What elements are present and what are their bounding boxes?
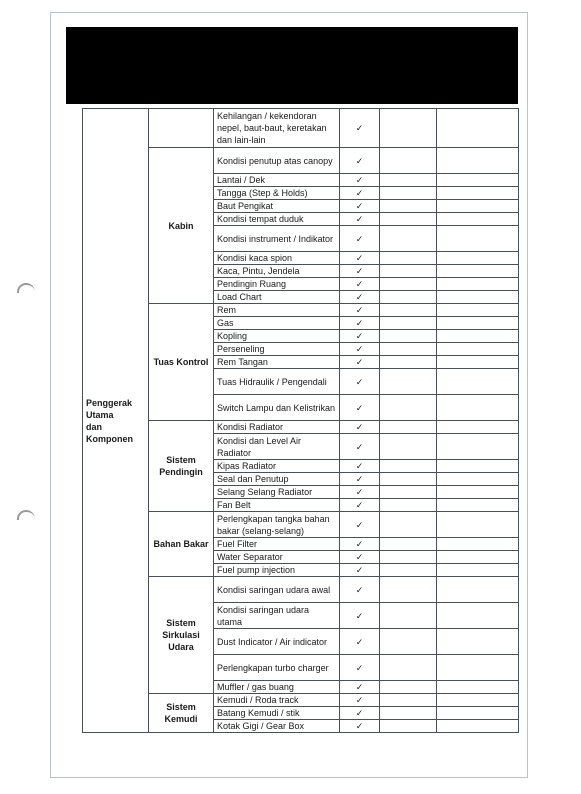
empty-cell-col6: [437, 395, 519, 421]
table-row: [83, 148, 519, 174]
empty-cell-col6: [437, 317, 519, 330]
empty-cell-col5: [380, 551, 437, 564]
empty-cell-col6: [437, 213, 519, 226]
empty-cell-col6: [437, 174, 519, 187]
checklist-item: Kaca, Pintu, Jendela: [214, 265, 340, 278]
empty-cell-col5: [380, 369, 437, 395]
table-row: [83, 577, 519, 603]
checklist-item: Fuel Filter: [214, 538, 340, 551]
empty-cell-col5: [380, 512, 437, 538]
table-row: [83, 512, 519, 538]
checklist-item: Water Separator: [214, 551, 340, 564]
empty-cell-col5: [380, 460, 437, 473]
empty-cell-col6: [437, 577, 519, 603]
empty-cell-col5: [380, 694, 437, 707]
redacted-header-block: [66, 27, 518, 104]
empty-cell-col5: [380, 330, 437, 343]
check-mark-icon: ✓: [340, 317, 380, 330]
checklist-item: Kemudi / Roda track: [214, 694, 340, 707]
checklist-item: Kondisi saringan udara awal: [214, 577, 340, 603]
check-mark-icon: ✓: [340, 460, 380, 473]
empty-cell-col5: [380, 187, 437, 200]
empty-cell-col6: [437, 629, 519, 655]
checklist-item: Kotak Gigi / Gear Box: [214, 720, 340, 733]
empty-cell-col5: [380, 486, 437, 499]
main-section-title-line: dan: [86, 421, 103, 432]
checklist-item: Tangga (Step & Holds): [214, 187, 340, 200]
group-label: [149, 109, 214, 148]
empty-cell-col5: [380, 174, 437, 187]
group-label: Tuas Kontrol: [149, 304, 214, 421]
empty-cell-col5: [380, 720, 437, 733]
punch-hole-top: [17, 283, 35, 293]
empty-cell-col5: [380, 434, 437, 460]
checklist-item: Kehilangan / kekendoran nepel, baut-baut, keretakan dan lain-lain: [214, 109, 340, 148]
empty-cell-col5: [380, 148, 437, 174]
checklist-item: Fuel pump injection: [214, 564, 340, 577]
check-mark-icon: ✓: [340, 499, 380, 512]
empty-cell-col6: [437, 330, 519, 343]
empty-cell-col6: [437, 694, 519, 707]
group-label: Sistem Sirkulasi Udara: [149, 577, 214, 694]
check-mark-icon: ✓: [340, 278, 380, 291]
check-mark-icon: ✓: [340, 291, 380, 304]
check-mark-icon: ✓: [340, 356, 380, 369]
empty-cell-col6: [437, 655, 519, 681]
checklist-item: Fan Belt: [214, 499, 340, 512]
checklist-item: Seal dan Penutup: [214, 473, 340, 486]
empty-cell-col6: [437, 265, 519, 278]
group-label: Kabin: [149, 148, 214, 304]
empty-cell-col6: [437, 538, 519, 551]
empty-cell-col5: [380, 499, 437, 512]
empty-cell-col6: [437, 278, 519, 291]
checklist-item: Kondisi penutup atas canopy: [214, 148, 340, 174]
table-row: [83, 304, 519, 317]
group-label: Sistem Kemudi: [149, 694, 214, 733]
inspection-checklist-table: [82, 108, 519, 733]
check-mark-icon: ✓: [340, 538, 380, 551]
main-section-title: [83, 109, 149, 733]
checklist-item: Batang Kemudi / stik: [214, 707, 340, 720]
check-mark-icon: ✓: [340, 174, 380, 187]
checklist-item: Kipas Radiator: [214, 460, 340, 473]
check-mark-icon: ✓: [340, 512, 380, 538]
check-mark-icon: ✓: [340, 330, 380, 343]
empty-cell-col6: [437, 473, 519, 486]
empty-cell-col6: [437, 343, 519, 356]
check-mark-icon: ✓: [340, 473, 380, 486]
main-section-title-line: Komponen: [86, 433, 133, 444]
checklist-item: Dust Indicator / Air indicator: [214, 629, 340, 655]
checklist-item: Load Chart: [214, 291, 340, 304]
check-mark-icon: ✓: [340, 707, 380, 720]
table-row: [83, 694, 519, 707]
empty-cell-col6: [437, 707, 519, 720]
checklist-item: Kopling: [214, 330, 340, 343]
empty-cell-col5: [380, 213, 437, 226]
empty-cell-col6: [437, 252, 519, 265]
table-row: [83, 109, 519, 148]
check-mark-icon: ✓: [340, 486, 380, 499]
punch-hole-bottom: [17, 510, 35, 520]
empty-cell-col5: [380, 655, 437, 681]
check-mark-icon: ✓: [340, 187, 380, 200]
empty-cell-col6: [437, 356, 519, 369]
empty-cell-col5: [380, 278, 437, 291]
empty-cell-col5: [380, 226, 437, 252]
checklist-item: Rem: [214, 304, 340, 317]
check-mark-icon: ✓: [340, 226, 380, 252]
checklist-item: Gas: [214, 317, 340, 330]
check-mark-icon: ✓: [340, 148, 380, 174]
empty-cell-col5: [380, 200, 437, 213]
empty-cell-col6: [437, 304, 519, 317]
empty-cell-col6: [437, 187, 519, 200]
empty-cell-col6: [437, 109, 519, 148]
checklist-item: Kondisi kaca spion: [214, 252, 340, 265]
empty-cell-col6: [437, 226, 519, 252]
empty-cell-col5: [380, 317, 437, 330]
empty-cell-col6: [437, 460, 519, 473]
empty-cell-col5: [380, 603, 437, 629]
empty-cell-col5: [380, 473, 437, 486]
checklist-item: Perseneling: [214, 343, 340, 356]
empty-cell-col5: [380, 538, 437, 551]
empty-cell-col6: [437, 148, 519, 174]
empty-cell-col6: [437, 603, 519, 629]
main-section-title-line: Penggerak: [86, 397, 133, 408]
check-mark-icon: ✓: [340, 265, 380, 278]
empty-cell-col5: [380, 291, 437, 304]
check-mark-icon: ✓: [340, 577, 380, 603]
check-mark-icon: ✓: [340, 551, 380, 564]
empty-cell-col5: [380, 629, 437, 655]
check-mark-icon: ✓: [340, 343, 380, 356]
empty-cell-col5: [380, 577, 437, 603]
checklist-item: Kondisi saringan udara utama: [214, 603, 340, 629]
empty-cell-col6: [437, 486, 519, 499]
checklist-item: Rem Tangan: [214, 356, 340, 369]
table-row: [83, 421, 519, 434]
checklist-item: Perlengkapan turbo charger: [214, 655, 340, 681]
empty-cell-col6: [437, 512, 519, 538]
empty-cell-col6: [437, 434, 519, 460]
empty-cell-col6: [437, 720, 519, 733]
checklist-item: Kondisi tempat duduk: [214, 213, 340, 226]
checklist-item: Kondisi instrument / Indikator: [214, 226, 340, 252]
check-mark-icon: ✓: [340, 109, 380, 148]
checklist-item: Switch Lampu dan Kelistrikan: [214, 395, 340, 421]
check-mark-icon: ✓: [340, 421, 380, 434]
check-mark-icon: ✓: [340, 564, 380, 577]
checklist-item: Pendingin Ruang: [214, 278, 340, 291]
main-section-title-line: Utama: [86, 409, 114, 420]
group-label: Bahan Bakar: [149, 512, 214, 577]
empty-cell-col5: [380, 343, 437, 356]
empty-cell-col6: [437, 551, 519, 564]
group-label: Sistem Pendingin: [149, 421, 214, 512]
check-mark-icon: ✓: [340, 304, 380, 317]
empty-cell-col5: [380, 421, 437, 434]
check-mark-icon: ✓: [340, 213, 380, 226]
empty-cell-col6: [437, 681, 519, 694]
checklist-item: Baut Pengikat: [214, 200, 340, 213]
checklist-item: Kondisi Radiator: [214, 421, 340, 434]
checklist-item: Tuas Hidraulik / Pengendali: [214, 369, 340, 395]
checklist-item: Perlengkapan tangka bahan bakar (selang-selang): [214, 512, 340, 538]
checklist-item: Kondisi dan Level Air Radiator: [214, 434, 340, 460]
checklist-item: Lantai / Dek: [214, 174, 340, 187]
empty-cell-col5: [380, 109, 437, 148]
check-mark-icon: ✓: [340, 720, 380, 733]
empty-cell-col6: [437, 200, 519, 213]
empty-cell-col5: [380, 252, 437, 265]
empty-cell-col5: [380, 564, 437, 577]
empty-cell-col6: [437, 564, 519, 577]
check-mark-icon: ✓: [340, 252, 380, 265]
empty-cell-col6: [437, 369, 519, 395]
check-mark-icon: ✓: [340, 603, 380, 629]
empty-cell-col5: [380, 265, 437, 278]
check-mark-icon: ✓: [340, 200, 380, 213]
check-mark-icon: ✓: [340, 655, 380, 681]
empty-cell-col5: [380, 395, 437, 421]
empty-cell-col6: [437, 291, 519, 304]
empty-cell-col5: [380, 681, 437, 694]
checklist-item: Selang Selang Radiator: [214, 486, 340, 499]
empty-cell-col6: [437, 421, 519, 434]
empty-cell-col5: [380, 707, 437, 720]
check-mark-icon: ✓: [340, 681, 380, 694]
empty-cell-col5: [380, 356, 437, 369]
check-mark-icon: ✓: [340, 434, 380, 460]
check-mark-icon: ✓: [340, 629, 380, 655]
checklist-item: Muffler / gas buang: [214, 681, 340, 694]
check-mark-icon: ✓: [340, 395, 380, 421]
check-mark-icon: ✓: [340, 369, 380, 395]
empty-cell-col6: [437, 499, 519, 512]
check-mark-icon: ✓: [340, 694, 380, 707]
empty-cell-col5: [380, 304, 437, 317]
